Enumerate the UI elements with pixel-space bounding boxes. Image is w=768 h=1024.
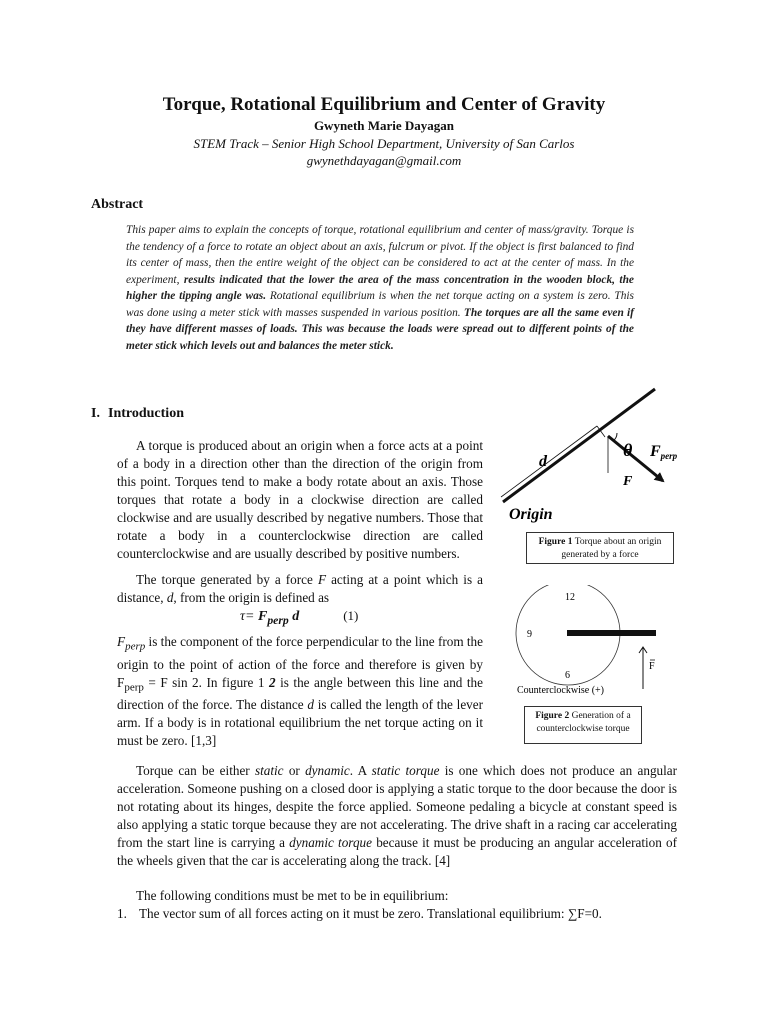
counterclockwise-label: Counterclockwise (+) (517, 685, 605, 696)
clock-hand-bar (567, 630, 656, 636)
intro-paragraph-1: A torque is produced about an origin when a force acts at a point of a body in a direction other than the direction of the origin from this point. Torques tend to make a body rotate about an axis. Those torques that rotate a body in a clockwise direction are called clockwise and are usually described by negative numbers. Those that rotate a body in a counterclockwise direction are called counterclockwise and are usually described by positive numbers. (117, 438, 483, 561)
intro-paragraph-3: $F_{perp}$ is the component of the force perpendicular to the line from the origin to the point of action of the force and therefore is given by $F_{perp} = F$ sin 2. In figure 1 2 is the angle between this line and the direction of the force. The distance d is called the length of the lever arm. If a body is in rotational equilibrium the net torque acting on it must be zero. [1,3] (117, 634, 484, 749)
clock-label-9: 9 (527, 629, 532, 640)
abstract-body: This paper aims to explain the concepts of torque, rotational equilibrium and center of mass/gravity. Torque is the tendency of a force to rotate an object about an axis, fulcrum or pivot. If the object is first balanced to find its center of mass, then the entire weight of the object can be considered to act at the center of mass. In the experiment, results indicated that the lower the area of the mass concentration in the wooden block, the higher the tipping angle was. Rotational equilibrium is when the net torque acting on a system is zero. This was done using a meter stick with masses suspended in various position. The torques are all the same even if they have different masses of loads. This was because the loads were spread out to different points of the meter stick which levels out and balances the meter stick. (126, 224, 634, 352)
paper-title: Torque, Rotational Equilibrium and Center of Gravity (162, 94, 606, 115)
intro-paragraph-5: The following conditions must be met to be in equilibrium: (136, 888, 449, 903)
force-label-f: F (649, 661, 655, 672)
intro-paragraph-2: The torque generated by a force F acting at a point which is a distance, d, from the origin is defined as (117, 572, 483, 605)
clock-label-12: 12 (565, 592, 575, 603)
abstract-heading: Abstract (91, 197, 144, 212)
figure-2-caption: Figure 2 Generation of a counterclockwise torque (524, 706, 642, 744)
author-name: Gwyneth Marie Dayagan (313, 118, 455, 133)
force-label: F (623, 474, 633, 489)
origin-label: Origin (509, 506, 553, 523)
torque-equation: $\tau= F_{perp}$ d (1) (240, 608, 359, 627)
author-email: gwynethdayagan@gmail.com (306, 153, 462, 168)
author-affiliation: STEM Track – Senior High School Department, University of San Carlos (193, 136, 575, 151)
intro-paragraph-4: Torque can be either static or dynamic. A static torque is one which does not produce an angular acceleration. Someone pushing on a closed door is applying a static torque to the door because the door is not rotating about its hinges, despite the force applied. Someone pedaling a bicycle at constant speed is also applying a static torque because they are not accelerating. The drive shaft in a racing car accelerating from the start line is carrying a dynamic torque because it must be producing an angular acceleration of the wheels given that the car is accelerating along the track. [4] (117, 763, 678, 868)
distance-label: d (539, 453, 547, 470)
distance-dimension-line (501, 426, 597, 497)
figure-1-diagram (495, 385, 690, 530)
theta-label: θ (623, 440, 633, 460)
equilibrium-condition-1: 1. The vector sum of all forces acting on it must be zero. Translational equilibrium: ∑F=0. (117, 906, 602, 921)
clock-label-6: 6 (565, 670, 570, 681)
fperp-label: Fperp (650, 443, 678, 461)
introduction-heading: I. Introduction (91, 406, 184, 421)
figure-2-diagram (510, 585, 670, 700)
figure-1-caption: Figure 1 Torque about an origin generated by a force (526, 532, 674, 564)
